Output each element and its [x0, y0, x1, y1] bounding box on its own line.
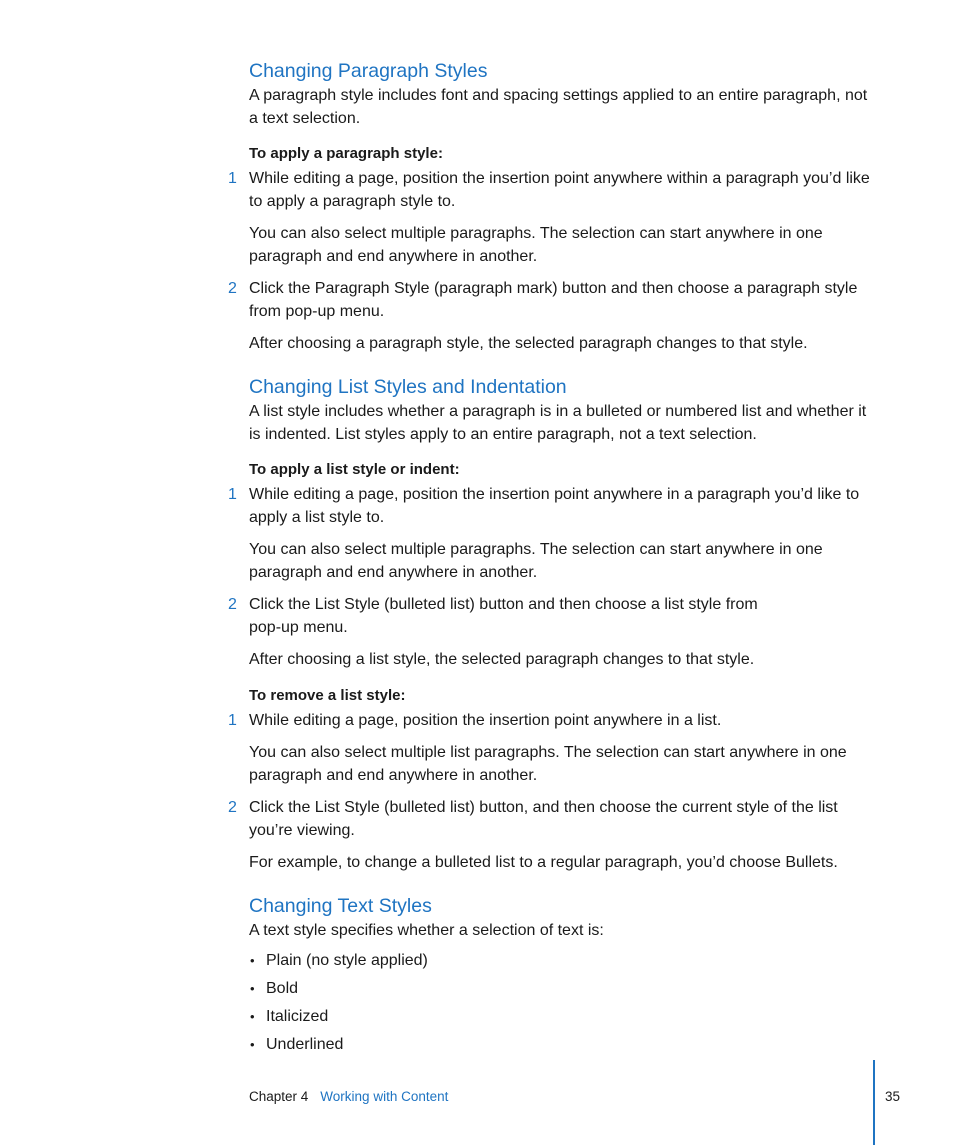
step-item — [228, 167, 874, 268]
section-intro: A paragraph style includes font and spacing settings applied to an entire paragraph, not a text selection. — [249, 87, 868, 127]
step-number: 2 — [228, 799, 237, 816]
bullet-icon: • — [250, 981, 255, 996]
step-text: Click the List Style (bulleted list) button and then choose a list style from pop-up menu. — [249, 596, 758, 636]
list-item-text: Underlined — [266, 1036, 344, 1053]
chapter-label: Chapter 4 — [249, 1089, 309, 1104]
bullet-list — [249, 949, 874, 1056]
step-item — [228, 593, 874, 671]
step-number: 1 — [228, 486, 237, 503]
step-text: While editing a page, position the insertion point anywhere in a paragraph you’d like to apply a list style to. — [249, 486, 860, 526]
list-item-text: Plain (no style applied) — [266, 952, 428, 969]
page-footer — [249, 1087, 448, 1107]
step-number: 2 — [228, 280, 237, 297]
list-item — [249, 977, 874, 1000]
step-note: You can also select multiple paragraphs. The selection can start anywhere in one paragraph and end anywhere in another. — [249, 225, 823, 265]
section-text-styles — [249, 893, 874, 1056]
step-item — [228, 277, 874, 355]
page-number-rule — [873, 1060, 875, 1145]
section-intro: A text style specifies whether a selection of text is: — [249, 922, 604, 939]
step-note: After choosing a paragraph style, the selected paragraph changes to that style. — [249, 335, 808, 352]
step-note: For example, to change a bulleted list to a regular paragraph, you’d choose Bullets. — [249, 854, 838, 871]
task-group — [228, 143, 874, 355]
page-number: 35 — [885, 1089, 901, 1104]
step-item — [228, 709, 874, 787]
page-content — [228, 58, 874, 1061]
section-intro: A list style includes whether a paragraph is in a bulleted or numbered list and whether it is indented. List styles apply to an entire paragraph, not a text selection. — [249, 403, 867, 443]
task-group — [228, 685, 874, 874]
chapter-title-link[interactable]: Working with Content — [320, 1089, 449, 1104]
step-item — [228, 483, 874, 584]
list-item — [249, 1005, 874, 1028]
step-note: After choosing a list style, the selected paragraph changes to that style. — [249, 651, 755, 668]
list-item-text: Bold — [266, 980, 299, 997]
step-number: 1 — [228, 170, 237, 187]
list-item — [249, 949, 874, 972]
bullet-icon: • — [250, 953, 255, 968]
step-note: You can also select multiple list paragraphs. The selection can start anywhere in one paragraph and end anywhere in another. — [249, 744, 847, 784]
section-list-styles — [228, 374, 874, 874]
step-number: 1 — [228, 712, 237, 729]
step-text: Click the Paragraph Style (paragraph mark) button and then choose a paragraph style from pop-up menu. — [249, 280, 858, 320]
list-item-text: Italicized — [266, 1008, 329, 1025]
task-group — [228, 459, 874, 671]
step-text: While editing a page, position the insertion point anywhere in a list. — [249, 712, 722, 729]
step-note: You can also select multiple paragraphs. The selection can start anywhere in one paragraph and end anywhere in another. — [249, 541, 823, 581]
step-item — [228, 796, 874, 874]
section-heading: Changing Paragraph Styles — [249, 60, 488, 82]
bullet-icon: • — [250, 1037, 255, 1052]
task-heading: To apply a paragraph style: — [249, 145, 443, 162]
step-text: While editing a page, position the insertion point anywhere within a paragraph you’d like to apply a paragraph style to. — [249, 170, 870, 210]
task-heading: To remove a list style: — [249, 687, 406, 704]
list-item — [249, 1033, 874, 1056]
bullet-icon: • — [250, 1009, 255, 1024]
step-text: Click the List Style (bulleted list) button, and then choose the current style of the list you’re viewing. — [249, 799, 838, 839]
section-heading: Changing Text Styles — [249, 895, 432, 917]
section-paragraph-styles — [228, 58, 874, 355]
section-heading: Changing List Styles and Indentation — [249, 376, 567, 398]
task-heading: To apply a list style or indent: — [249, 461, 460, 478]
step-number: 2 — [228, 596, 237, 613]
